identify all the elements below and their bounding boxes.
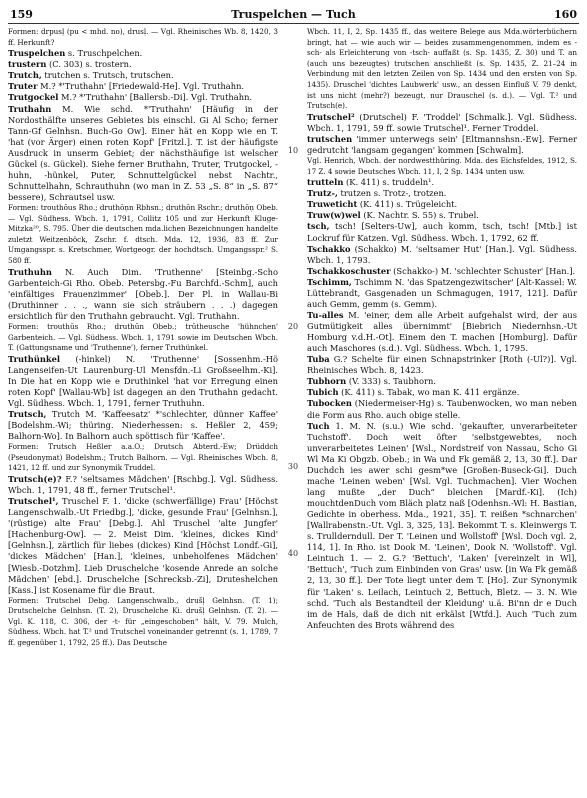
citation-note: Vgl. Henrich, Wbch. der nordwestthüring. Mda. des Eichsfeldes, 1912, S. 17 Z. 4 sowie Deutsches Wbch. 11, I, 2 Sp. 1434 unten usw. (307, 156, 577, 176)
dictionary-entry: Truweticht (K. 411) s. Trügeleicht. (307, 199, 458, 210)
dictionary-entry: Truthahn M. Wie schd. *'Truthahn' [Häufig in der Nordosthälfte unseres Gebietes bis einschl. Gi Al Scho; ferner Tann-Gf Gelnhsn. Buch-Go Ow]. Einer hät en Kopp wie en T. 'hat (vor Ärger) einen roten Kopf' [Fritzl.]. T. ist der häufigste Ausdruck in unserm Gebiet; der nächsthäufige ist welscher Gückel (s. Gückel). Siehe ferner Bruthahn, Truter, Trutgockel, -huhn, -hünkel, Puter, Schnuttelgückel nebst Nachtr., Schnuttelhahn, Schrauthuhn (wo man in Z. 53 „S. 8“ in „S. 87“ bessere), Schrautsel usw. (8, 103, 278, 202)
headword: Trutsch, (8, 409, 47, 420)
citation-note: Formen: Trutschel Debg. Langenschwalb., drušḷ Gelnhsn. (T. 1); Drutschelche Gelnhsn. (T. 2), Druschelche Ki. drušḷ Gelnhsn. (T. 2). — Vgl. K. 118, C. 306, der -t- für „eingeschoben“ hält, V. 79. Mulch, Südhess. Wbch. hat T.² und Trutschel voneinander getrennt (s. 1, 1789, 7 ff. gegenüber 1, 1792, 25 ff.). Das Deutsche (8, 595, 278, 648)
dictionary-entry: Tschimm, Tschimm N. 'das Spatzengezwitscher' [Alt-Kassel: W. Lüttebrandt, Gasgenaden un Schmagugen, 1917, 121]. Dafür auch Gemm, gemm (s. Gemm). (307, 276, 577, 309)
headword: Trutschel² (307, 111, 355, 122)
headword: Tschakkoschuster (307, 265, 391, 276)
headword: Truthuhn (8, 266, 52, 277)
headword: Tubocken (307, 398, 352, 409)
dictionary-entry: Truw(w)wel (K. Nachtr. S. 55) s. Trubel. (307, 210, 479, 221)
headword: Tschimm, (307, 276, 352, 287)
dictionary-entry: trutschen 'immer unterwegs sein' [Eltmannshsn.-Ew]. Ferner gedrutcht 'langsam gegangen' kommen [Schwalm]. (307, 133, 577, 155)
headword: trutteln (307, 177, 344, 188)
left-page-number: 159 (10, 8, 33, 21)
right-column (307, 27, 577, 631)
dictionary-entry: Truspelchen s. Truschpelchen. (8, 48, 143, 59)
dictionary-entry: Tubocken (Niedermeiser-Hg) s. Taubenwocken, wo man neben die Form aus Rho. auch obige stelle. (307, 398, 577, 420)
dictionary-entry: Trutschel² (Drutschel) F. 'Troddel' [Schmalk.]. Vgl. Südhess. Wbch. 1, 1791, 59 ff. sowie Trutschel¹. Ferner Troddel. (307, 111, 577, 133)
headword: Truter (8, 81, 38, 92)
headword: Truw(w)wel (307, 210, 361, 221)
dictionary-entry: Tuch 1. M. N. (s.u.) Wie schd. 'gekaufter, unverarbeiteter Tuchstoff'. Doch weit öfter 'selbstgewebtes, noch unverarbeitetes Leinen' [Wsl., Nordstreif von Nassau, Scho Gi Wl Ma Ki Obgzb. Obeb.; in Wa und Fk gemäß 2, 13, 30 ff.]. Dar Duchdch ies awer schi gesm*we [Großen-Buseck-Gi]. Duch mache 'Leinen weben' [Wsl. Vgl. Tuchmachen]. Vier Wochen lang mußte „der Duch“ bleichen [Mardf.-Ki]. (Ich) mouchtdenDuch vom Bläch platz naß [Odenhsn.-Wl: H. Bastian, Gedichte in oberhess. Mda., 1921, 35]. T. reißen *schnarchen' [Wallrabenstn.-Ut. Vgl. 3, 325, 13]. Bekommt T. s. Kleinwergs T. s. Trullderndull. Der T. 'Leinen und Wollstoff' [Wsl. Doch vgl. 2, 114, 1]. In Rho. ist Dook M. 'Leinen', Dook N. 'Wollstoff'. Vgl. Leintuch 1. — 2. G.? 'Bettuch', 'Laken' [vereinzelt in Wl], 'Bettuch', 'Tuch zum Einbinden von Gras' usw. [in Wa Fk gemäß 2, 13, 30 ff.]. Der Tote liegt unter dem T. [Ho]. Zur Synonymik für 'Laken' s. Leilach, Leintuch 2, Bettuch, Bletz. — 3. N. Wie schd. 'Tuch als Bestandteil der Kleidung' u.ä. Bi'nn dr e Duch im de Hals, daß de dich nit erkälst [Wtfd.]. Auch 'Tuch zum Anfeuchten des Brots während des (307, 420, 577, 630)
headword: Trutgockel (8, 92, 59, 103)
dictionary-entry: Tubich (K. 411) s. Tabak, wo man K. 411 ergänze. (307, 387, 520, 398)
headword: Tu-alles (307, 309, 344, 320)
dictionary-entry: trustern (C. 303) s. trostern. (8, 59, 132, 70)
left-column (8, 27, 278, 649)
headword: Trutch, (8, 70, 42, 81)
dictionary-entry: Tuba G.? Schelte für einen Schnapstrinker [Roth (-Ul?)]. Vgl. Rheinisches Wbch. 8, 1423. (307, 354, 577, 376)
headword: Truthünkel (8, 353, 61, 364)
headword: trutschen (307, 133, 353, 144)
dictionary-entry: Trutsch(e)? F.? 'seltsames Mädchen' [Rschbg.]. Vgl. Südhess. Wbch. 1, 1791, 48 ff., ferner Trutschel¹. (8, 474, 278, 496)
headword: Tschakko (307, 243, 351, 254)
dictionary-entry: Truthünkel (-hinkel) N. 'Truthenne' [Sossenhm.-Hö Langenseifen-Ut Laurenburg-Ul Mensfdn.-Li Großseelhm.-Ki]. In Die hat en Kopp wie e Druthinkel 'hat vor Erregung einen roten Kopf' [Wallau-Wb] ist dagegen an den Truthahn gedacht. Vgl. Südhess. Wbch. 1, 1791, ferner Truthuhn. (8, 353, 278, 408)
dictionary-entry: Tubhorn (V. 333) s. Taubhorn. (307, 376, 436, 387)
headword: Truthahn (8, 103, 52, 114)
dictionary-entry: trutteln (K. 411) s. truddeln¹. (307, 177, 435, 188)
dictionary-entry: Tu-alles M. 'einer, dem alle Arbeit aufgehalst wird, der aus Gutmütigkeit alles übernimmt' [Biebrich Niedernhsn.-Ut Homburg v.d.H.-Ot]. Einem den T. machen [Homburg]. Dafür auch Maschores (s.d.). Vgl. Südhess. Wbch. 1, 1795. (307, 309, 577, 354)
dictionary-entry: Truthuhn N. Auch Dim. 'Truthenne' [Steinbg.-Scho Garbenteich-Gi Rho. Obeb. Petersbg.-Fu Barchfd.-Schm], auch 'einfältiges Frauenzimmer' [Obeb.]. Der Pl. in Wallau-Bi (Druthinner . . ., wann sie sich sträubern . . .) dagegen ersichtlich für den Truthahn gebraucht. Vgl. Truthahn. (8, 266, 278, 321)
headword: Tubich (307, 387, 339, 398)
dictionary-entry: Truter M.? *'Truthahn' [Friedewald-He]. Vgl. Truthahn. (8, 81, 245, 92)
dictionary-entry: tsch, tsch! [Selters-Uw], auch komm, tsch, tsch! [Mtb.] ist Lockruf für Katzen. Vgl. Südhess. Wbch. 1, 1792, 62 ff. (307, 221, 577, 243)
line-number-30: 30 (287, 462, 299, 471)
dictionary-entry: Trutsch, Trutch M. 'Kaffeesatz' *'schlechter, dünner Kaffee' [Bodelshm.-Wi; thüring. Niederhessen: s. Heßler 2, 459; Balhorn-Wo]. In Balhorn auch spöttisch für 'Kaffee'. (8, 409, 278, 442)
citation-note: Wbch. 11, I, 2, Sp. 1435 ff., das weitere Belege aus Mda.wörterbüchern bringt, hat — wie auch wir — beides zusammengenommen, indem es -sch- als Erleichterung von -tsch- auffaßt (s. Sp. 1435, Z. 30) und T. an (auch uns bezeugtes) trutschen anschließt (s. Sp. 1435, Z. 21–24 in Verbindung mit den letzten Zeilen von Sp. 1434 und den ersten von Sp. 1435). Druschel 'dichtes Laubwerk' usw., an dessen Einfluß V. 79 denkt, ist uns nicht (mehr?) bezeugt, nur Drauschel (s. d.). — Vgl. T.² und Trutsch(e). (307, 27, 577, 111)
citation-note: Formen: Trutsch Heßler a.a.O.; Drutsch Abterd.-Ew; Drüddch (Pseudonymat) Bodelshm.; Trutch Balhorn. — Vgl. Rheinisches Wbch. 8, 1421, 12 ff. und zur Synonymik Truddel. (8, 442, 278, 473)
headword: Tuba (307, 354, 330, 365)
headword: Trutz-, (307, 188, 338, 199)
headword: Tubhorn (307, 376, 347, 387)
headword: Tuch (307, 420, 330, 431)
citation-note: Formen: drpusḷ (pu < mhd. no), drusḷ. — Vgl. Rheinisches Wb. 8, 1420, 3 ff. Herkunft? (8, 27, 278, 47)
headword: tsch, (307, 221, 330, 232)
citation-note: Formen: trouthūs Rho.; druthūn Obeb.; trūtheusche 'hühnchen' Garbenteich. — Vgl. Südhess. Wbch. 1, 1791 sowie im Deutschen Wbch. T. (Gattungsname und 'Truthenne'), ferner Truthünkel. (8, 321, 278, 353)
header-rule (8, 23, 579, 24)
dictionary-entry: Trutschel¹, Truschel F. 1. 'dicke (schwerfällige) Frau' [Höchst Langenschwalb.-Ut Friedbg.], 'dicke, gesunde Frau' [Gelnhsn.], '(rüstige) alte Frau' [Debg.]. Ahl Truschel 'alte Jungfer' [Hachenburg-Ow]. — 2. Meist Dim. 'kleines, dickes Kind' [Gelnhsn.], zärtlich für liebes (dickes) Kind [Höchst Londf.-Gi], 'dickes Mädchen' [Han.], 'kleines, unbeholfenes Mädchen' [Wiesb.-Dotzhm]. Lieb Druschelche 'kosende Anrede an solche Mädchen' [ebd.]. Druschelche [Schrecksb.-Zi], Druteshelchen [Kass.] ist Kosename für die Braut. (8, 496, 278, 595)
right-page-number: 160 (554, 8, 577, 21)
line-number-20: 20 (287, 322, 299, 331)
dictionary-entry: Tschakkoschuster (Schakko-) M. 'schlechter Schuster' [Han.]. (307, 265, 576, 276)
headword: Truspelchen (8, 48, 66, 59)
dictionary-entry: Trutch, trutchen s. Trutsch, trutschen. (8, 70, 174, 81)
headword: Trutsch(e)? (8, 474, 62, 484)
dictionary-entry: Trutgockel M.? *'Truthahn' [Ballersb.-Di]. Vgl. Truthahn. (8, 92, 253, 103)
headword: Trutschel¹, (8, 496, 59, 507)
line-number-10: 10 (287, 146, 299, 155)
dictionary-entry: Tschakko (Schakko) M. 'seltsamer Hut' [Han.]. Vgl. Südhess. Wbch. 1, 1793. (307, 243, 577, 265)
running-title: Truspelchen — Tuch (231, 8, 356, 21)
headword: Truweticht (307, 199, 358, 210)
citation-note: Formen: trouthōus Rho.; druthōṇn Rbhsn.; druthōn Rschr.; druthōṇ Obeb. — Vgl. Südhess. Wbch. 1, 1791, Collitz 105 und zur Herkunft Kluge-Mitzka²⁰, S. 795. Über die deutschen mda.lichen Bezeichnungen handelte zuletzt Weitzenböck, Zschr. f. dtsch. Mda. 12, 1936, 83 ff. Zur Umgangsspr. s. Kretschmer, Wortgeogr. der hochdtsch. Umgangsspr.² S. 580 ff. (8, 203, 278, 266)
dictionary-entry: Trutz-, trutzen s. Trotz-, trotzen. (307, 188, 447, 199)
headword: trustern (8, 59, 47, 70)
line-number-40: 40 (287, 549, 299, 558)
